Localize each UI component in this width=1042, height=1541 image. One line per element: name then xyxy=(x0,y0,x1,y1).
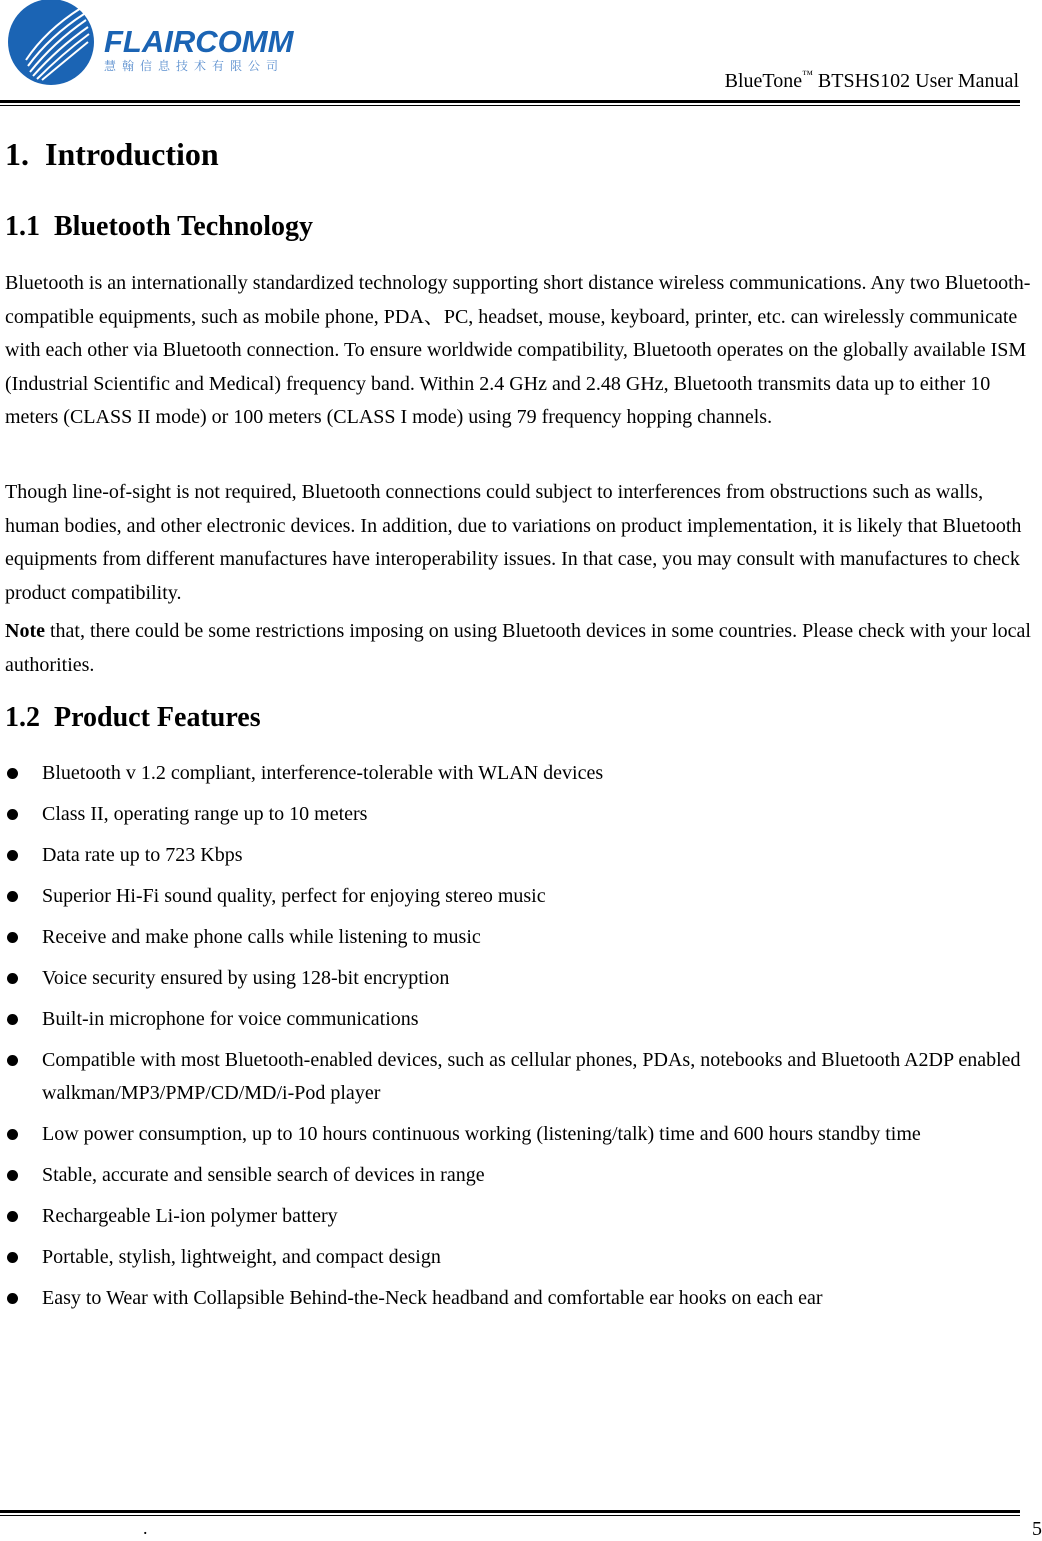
feature-text: Data rate up to 723 Kbps xyxy=(42,844,243,866)
section-heading-introduction xyxy=(5,136,219,173)
feature-text: Compatible with most Bluetooth-enabled devices, such as cellular phones, PDAs, notebooks and Bluetooth A2DP enabled walkman/MP3/PMP/CD/MD/i-Pod player xyxy=(42,1049,1021,1104)
feature-text: Receive and make phone calls while listening to music xyxy=(42,926,481,948)
bullet-icon xyxy=(7,1014,18,1025)
bullet-icon xyxy=(7,891,18,902)
section-number: 1. xyxy=(5,136,29,172)
feature-item xyxy=(5,1044,1042,1110)
feature-item xyxy=(5,1241,1042,1274)
feature-text: Stable, accurate and sensible search of devices in range xyxy=(42,1164,485,1186)
section-number: 1.2 xyxy=(5,702,40,733)
feature-item xyxy=(5,921,1042,954)
section-title: Product Features xyxy=(54,702,261,733)
header-rule-thin xyxy=(0,105,1020,106)
section-title: Bluetooth Technology xyxy=(54,211,314,242)
feature-item xyxy=(5,1282,1042,1315)
header-rule xyxy=(0,100,1020,103)
feature-item xyxy=(5,798,1042,831)
bullet-icon xyxy=(7,809,18,820)
bullet-icon xyxy=(7,768,18,779)
section-number: 1.1 xyxy=(5,211,40,242)
section-heading-bluetooth-technology xyxy=(5,211,313,243)
feature-list xyxy=(5,757,1042,1323)
footer-dot: . xyxy=(143,1518,148,1538)
paragraph: Bluetooth is an internationally standardized technology supporting short distance wireless communications. Any two Bluetooth-compatible equipments, such as mobile phone, PDA、PC, headset, mouse, keyboard, printer, etc. can wirelessly communicate with each other via Bluetooth connection. To ensure worldwide compatibility, Bluetooth operates on the globally available ISM (Industrial Scientific and Medical) frequency band. Within 2.4 GHz and 2.48 GHz, Bluetooth transmits data up to either 10 meters (CLASS II mode) or 100 meters (CLASS I mode) using 79 frequency hopping channels. xyxy=(5,272,1031,428)
bullet-icon xyxy=(7,850,18,861)
feature-text: Voice security ensured by using 128-bit encryption xyxy=(42,967,450,989)
page-number: 5 xyxy=(1032,1518,1042,1540)
trademark: ™ xyxy=(802,69,813,81)
feature-text: Portable, stylish, lightweight, and compact design xyxy=(42,1246,441,1268)
feature-item xyxy=(5,1200,1042,1233)
feature-item xyxy=(5,1159,1042,1192)
bullet-icon xyxy=(7,973,18,984)
bullet-icon xyxy=(7,932,18,943)
svg-text:FLAIRCOMM: FLAIRCOMM xyxy=(104,24,294,59)
feature-item xyxy=(5,1118,1042,1151)
feature-item xyxy=(5,880,1042,913)
bullet-icon xyxy=(7,1252,18,1263)
feature-text: Built-in microphone for voice communications xyxy=(42,1008,419,1030)
footer-rule-thin xyxy=(0,1515,1020,1516)
bullet-icon xyxy=(7,1055,18,1066)
bullet-icon xyxy=(7,1129,18,1140)
paragraph: Though line-of-sight is not required, Bluetooth connections could subject to interferences from obstructions such as walls, human bodies, and other electronic devices. In addition, due to variations on product implementation, it is likely that Bluetooth equipments from different manufactures have interoperability issues. In that case, you may consult with manufactures to check product compatibility. xyxy=(5,481,1022,604)
feature-text: Low power consumption, up to 10 hours continuous working (listening/talk) time and 600 hours standby time xyxy=(42,1123,921,1145)
feature-text: Bluetooth v 1.2 compliant, interference-tolerable with WLAN devices xyxy=(42,762,604,784)
feature-text: Class II, operating range up to 10 meters xyxy=(42,803,368,825)
header-title xyxy=(725,69,1019,93)
flaircomm-logo xyxy=(6,0,316,86)
svg-text:慧翰信息技术有限公司: 慧翰信息技术有限公司 xyxy=(104,59,285,73)
feature-text: Rechargeable Li-ion polymer battery xyxy=(42,1205,338,1227)
manual-title: BTSHS102 User Manual xyxy=(812,70,1019,92)
note-text: that, there could be some restrictions imposing on using Bluetooth devices in some countries. Please check with your local authorities. xyxy=(5,620,1031,676)
note-label: Note xyxy=(5,620,45,642)
feature-text: Superior Hi-Fi sound quality, perfect for enjoying stereo music xyxy=(42,885,546,907)
section-heading-product-features xyxy=(5,702,261,734)
bullet-icon xyxy=(7,1293,18,1304)
bullet-icon xyxy=(7,1170,18,1181)
feature-item xyxy=(5,839,1042,872)
note-paragraph xyxy=(5,615,1042,682)
footer-rule xyxy=(0,1510,1020,1513)
feature-text: Easy to Wear with Collapsible Behind-the-Neck headband and comfortable ear hooks on each ear xyxy=(42,1287,823,1309)
bullet-icon xyxy=(7,1211,18,1222)
feature-item xyxy=(5,757,1042,790)
section-title: Introduction xyxy=(45,136,219,172)
brand: BlueTone xyxy=(724,70,803,92)
feature-item xyxy=(5,1003,1042,1036)
feature-item xyxy=(5,962,1042,995)
